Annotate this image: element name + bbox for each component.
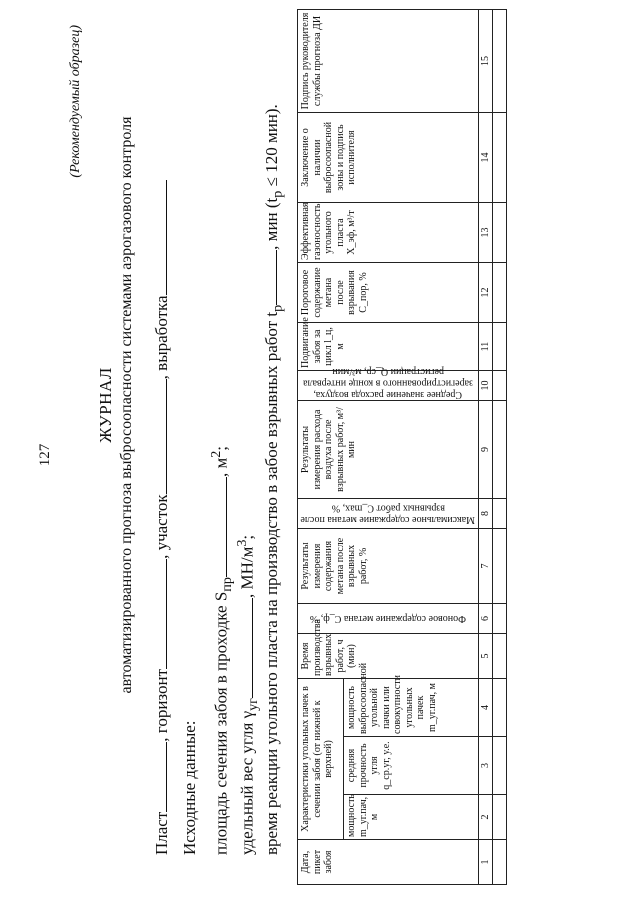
vyrabotka-label: , выработка (152, 295, 171, 380)
reaction-blank[interactable] (262, 250, 277, 305)
table-cell[interactable] (493, 113, 507, 203)
col-number: 4 (479, 679, 493, 737)
table-cell[interactable] (493, 323, 507, 371)
header-threshold-methane: Пороговое содержание метана после взрывания C_пор, % (298, 263, 479, 323)
header-max-methane: Максимальное содержание метана после взрывных работ C_max, % (300, 502, 476, 525)
header-coal-group: Характеристики угольных пачек в сечении забоя (от нижней к верхней) (298, 679, 344, 840)
field-line-weight: удельный вес угля $\gamma_{уг}$, $МН/м^3$; (234, 534, 262, 855)
header-outburst-thickness: мощность выбросоопасной угольной пачки или совокупности угольных пачек m_уг.пач, м (344, 679, 479, 737)
uchastok-blank[interactable] (152, 379, 167, 494)
field-line-reaction-time: время реакции угольного пласта на производство в забое взрывных работ $t_р$, мин ($t_р \le 120$ мин). (262, 104, 286, 855)
header-avg-air: Среднее значение расхода воздуха, зарегистрированного в конце интервала регистрации Q_ср, м³/мин (303, 366, 473, 400)
header-strength: средняя прочность угля q_ср.уг, у.е. (344, 737, 479, 795)
table-cell[interactable] (493, 795, 507, 840)
table-cell[interactable] (493, 10, 507, 113)
plast-blank[interactable] (152, 742, 167, 812)
header-date: Дата, пикет забоя (298, 840, 479, 885)
col-number: 11 (479, 323, 493, 371)
col-number: 5 (479, 634, 493, 679)
table-cell[interactable] (493, 371, 507, 401)
source-data-heading: Исходные данные: (180, 720, 199, 855)
table-cell[interactable] (493, 737, 507, 795)
weight-label: удельный вес угля γ (237, 710, 257, 855)
table-cell[interactable] (493, 840, 507, 885)
column-number-row (479, 10, 493, 885)
header-row (298, 10, 344, 885)
table-cell[interactable] (493, 634, 507, 679)
uchastok-label: , участок (152, 494, 171, 559)
header-conclusion: Заключение о наличии выбросоопасной зоны и подпись исполнителя (298, 113, 479, 203)
col-number: 13 (479, 203, 493, 263)
area-sub: пр (219, 577, 236, 592)
header-thickness: мощность m_уг.пач, м (344, 795, 479, 840)
table-cell[interactable] (493, 499, 507, 529)
col-number: 10 (479, 371, 493, 401)
page-number: 127 (37, 443, 53, 467)
header-supervisor-signature: Подпись руководителя службы прогноза ДИ (298, 10, 479, 113)
col-number: 8 (479, 499, 493, 529)
vyrabotka-blank[interactable] (152, 180, 167, 295)
area-label: площадь сечения забоя в проходке S (211, 591, 231, 855)
plast-label: Пласт (152, 811, 171, 855)
weight-unit: , МН/м (237, 546, 257, 599)
header-gas-content: Эффективная газоносность угольного пласта X_эф, м³/т (298, 203, 479, 263)
weight-sub: уг (245, 698, 262, 711)
journal-subtitle: автоматизированного прогноза выбросоопасности системами аэрогазового контроля (118, 116, 135, 694)
col-number: 14 (479, 113, 493, 203)
col-number: 7 (479, 529, 493, 604)
gorizont-blank[interactable] (152, 559, 167, 669)
weight-blank[interactable] (238, 598, 253, 698)
header-background-methane: Фоновое содержание метана C_ф, % (309, 613, 467, 625)
empty-data-row (493, 10, 507, 885)
col-number: 1 (479, 840, 493, 885)
col-number: 2 (479, 795, 493, 840)
reaction-sub: р (269, 304, 286, 312)
col-number: 3 (479, 737, 493, 795)
recommended-note: (Рекомендуемый образец) (68, 25, 83, 178)
table-cell[interactable] (493, 604, 507, 634)
gorizont-label: , горизонт (152, 668, 171, 742)
table-cell[interactable] (493, 529, 507, 604)
area-blank[interactable] (212, 477, 227, 577)
header-air-measurements: Результаты измерения расхода воздуха после взрывных работ, м³/мин (298, 401, 479, 499)
reaction-unit: , мин (t (262, 197, 281, 250)
journal-title: ЖУРНАЛ (96, 367, 115, 443)
col-number: 9 (479, 401, 493, 499)
col-number: 12 (479, 263, 493, 323)
area-unit: , м (211, 457, 231, 478)
col-number: 6 (479, 604, 493, 634)
field-line-location (152, 180, 172, 855)
field-line-area: площадь сечения забоя в проходке $S_{пр}$, $м^2$; (208, 445, 236, 855)
header-methane-measurements: Результаты измерения содержания метана после взрывных работ, % (298, 529, 479, 604)
table-cell[interactable] (493, 401, 507, 499)
table-cell[interactable] (493, 679, 507, 737)
table-cell[interactable] (493, 263, 507, 323)
col-number: 15 (479, 10, 493, 113)
reaction-label: время реакции угольного пласта на производство в забое взрывных работ t (262, 311, 281, 855)
table-cell[interactable] (493, 203, 507, 263)
header-blast-time: Время производства взрывных работ, ч (мин) (298, 634, 479, 679)
header-face-advance: Подвигание забоя за цикл l_ц, м (298, 323, 479, 371)
journal-table (297, 9, 507, 885)
